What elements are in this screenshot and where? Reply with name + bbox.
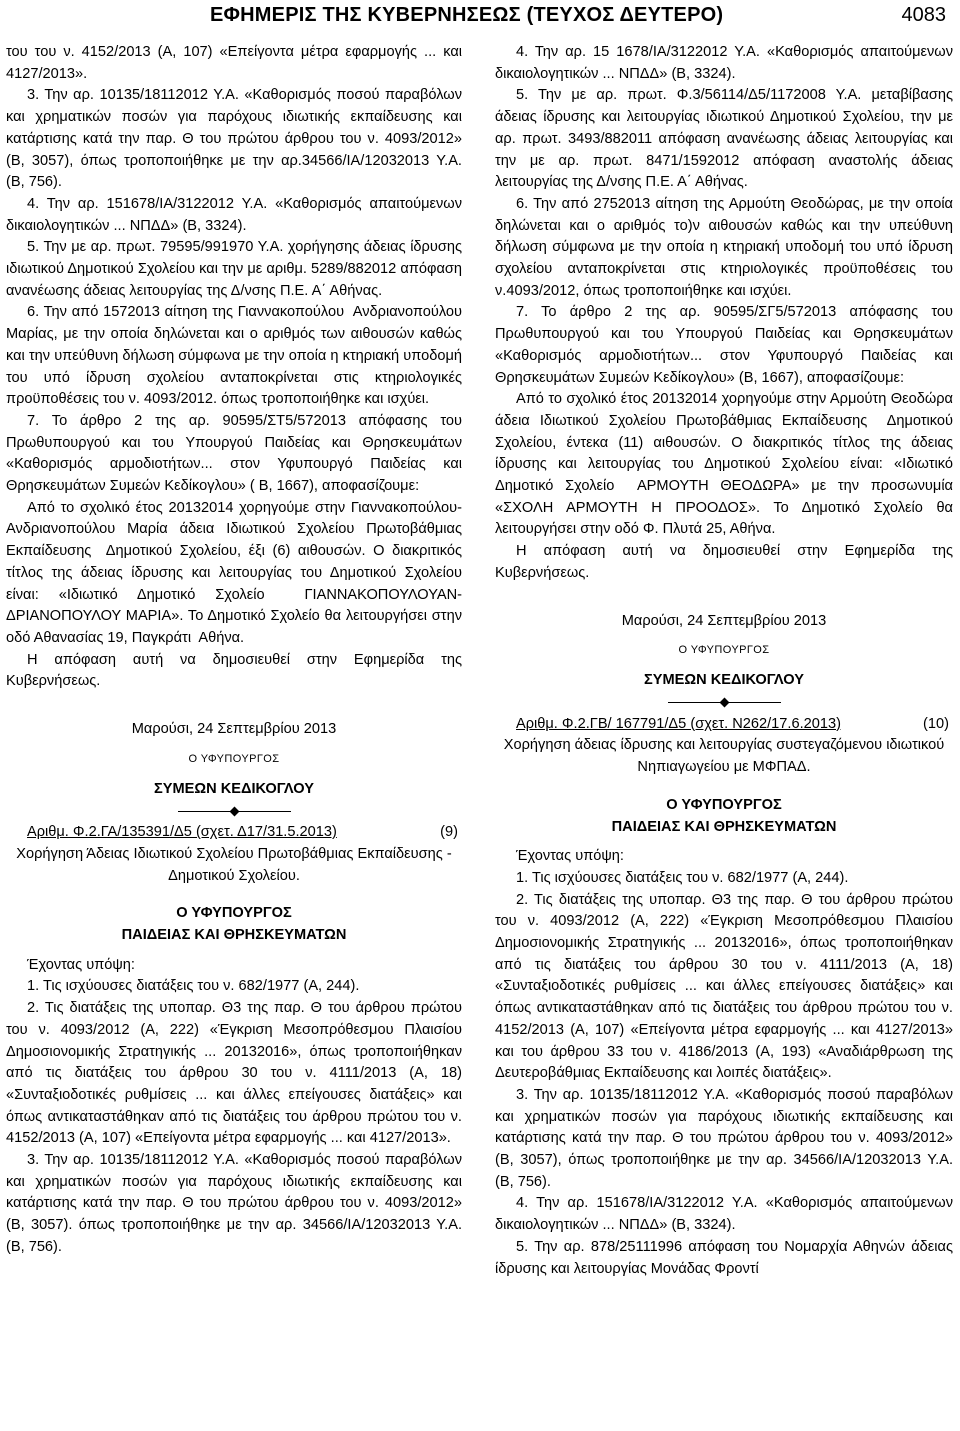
paragraph: 3. Την αρ. 10135/18112012 Υ.Α. «Καθορισμός ποσού παραβόλων και χρηματικών ποσών για παρόχους ιδιωτικής εκπαίδευσης και κατάρτισης κατά την παρ. Θ του πρώτου άρθρου του ν. 4093/2012» (Β, 3057). όπως τροποποιήθηκε με την αρ. 34566/ΙΑ/12032013 Υ.Α. (Β, 756).: [6, 1152, 462, 1255]
signer-name: ΣΥΜΕΩΝ ΚΕΔΙΚΟΓΛΟΥ: [154, 780, 314, 797]
section-separator: [495, 694, 953, 712]
considering-heading: Έχοντας υπόψη:: [27, 956, 135, 973]
minister-title: Ο ΥΦΥΠΟΥΡΓΟΣ: [176, 905, 292, 922]
decision-number: (10): [923, 715, 949, 732]
decision-number: (9): [440, 824, 458, 841]
paragraph: 7. Το άρθρο 2 της αρ. 90595/ΣΓ5/572013 απόφασης του Πρωθυπουργού και του Υπουργού Παιδείας και Θρησκευμάτων «Καθορισμός αρμοδιοτήτων... στον Υφυπουργό Παιδείας και Θρησκευμάτων Συμεών Κεδίκογλου» (Β, 1667), αποφασίζουμε:: [495, 304, 953, 386]
gazette-title: ΕΦΗΜΕΡΙΣ ΤΗΣ ΚΥΒΕΡΝΗΣΕΩΣ (ΤΕΥΧΟΣ ΔΕΥΤΕΡΟ): [210, 4, 724, 26]
paragraph: 2. Τις διατάξεις της υποπαρ. Θ3 της παρ. Θ του άρθρου πρώτου του ν. 4093/2012 (Α, 222) «Έγκριση Μεσοπρόθεσμου Πλαισίου Δημοσιονομικής Στρατηγικής ... 20132016», όπως τροποποιήθηκαν από τις διατάξεις του άρθρου 30 του ν. 4111/2013 (Α, 18) «Συνταξιοδοτικές ρυθμίσεις ... και άλλες επείγουσες διατάξεις» και όπως αντικαταστάθηκαν από τις διατάξεις του άρθρου πρώτου του ν. 4152/2013 (Α, 107) «Επείγοντα μέτρα εφαρμογής ... και 4127/2013» και του άρθρου 33 του ν. 4186/2013 (Α, 193) «Αναδιάρθρωση της Δευτεροβάθμιας Εκπαίδευσης και λοιπές διατάξεις».: [495, 891, 953, 1082]
place-date: Μαρούσι, 24 Σεπτεμβρίου 2013: [131, 721, 337, 738]
section-separator: [6, 802, 462, 820]
paragraph: 6. Την από 1572013 αίτηση της Γιαννακοπούλου Ανδριανοπούλου Μαρίας, με την οποία δηλώνεται και ο αριθμός των αιθουσών καθώς και την υπεύθυνη δήλωση σύμφωνα με την οποία η κτηριακή υποδομή του υπό ίδρυση σχολείου ανταποκρίνεται στις κτηριολογικές προϋποθέσεις του ν. 4093/2012. όπως τροποποιήθηκε και ισχύει.: [6, 304, 462, 408]
page-number: 4083: [901, 4, 946, 26]
ministry-name: ΠΑΙΔΕΙΑΣ ΚΑΙ ΘΡΗΣΚΕΥΜΑΤΩΝ: [611, 818, 837, 835]
decision-heading: [495, 714, 953, 736]
right-column: [495, 42, 953, 1280]
decision-heading: [6, 822, 462, 844]
place-date: Μαρούσι, 24 Σεπτεμβρίου 2013: [621, 612, 827, 629]
paragraph: 7. Το άρθρο 2 της αρ. 90595/ΣΤ5/572013 απόφασης του Πρωθυπουργού και του Υπουργού Παιδείας και Θρησκευμάτων «Καθορισμός αρμοδιοτήτων... στον Υφυπουργό Παιδείας και Θρησκευμάτων Συμεών Κεδίκογλου» ( Β, 1667), αποφασίζουμε:: [6, 412, 462, 495]
paragraph: 3. Την αρ. 10135/18112012 Υ.Α. «Καθορισμός ποσού παραβόλων και χρηματικών ποσών για παρόχους ιδιωτικής εκπαίδευσης και κατάρτισης κατά την παρ. Θ του πρώτου άρθρου του ν. 4093/2012» (Β, 3057), όπως τροποποιήθηκε με την αρ.34566/ΙΑ/12032013 Υ.Α. (Β, 756).: [6, 87, 462, 191]
paragraph: 5. Την με αρ. πρωτ. 79595/991970 Υ.Α. χορήγησης άδειας ίδρυσης ιδιωτικού Δημοτικού Σχολείου και την με αριθμ. 5289/882012 απόφαση ανανέωσης άδειας λειτουργίας της Δ/νσης Π.Ε. Α΄ Αθήνας.: [6, 239, 462, 299]
paragraph: 4. Την αρ. 151678/ΙΑ/3122012 Υ.Α. «Καθορισμός απαιτούμενων δικαιολογητικών ... ΝΠΔΔ» (Β, 3324).: [6, 195, 462, 234]
ministry-name: ΠΑΙΔΕΙΑΣ ΚΑΙ ΘΡΗΣΚΕΥΜΑΤΩΝ: [121, 927, 347, 944]
signer-role: Ο ΥΦΥΠΟΥΡΓΟΣ: [188, 752, 280, 765]
paragraph: 4. Την αρ. 151678/ΙΑ/3122012 Υ.Α. «Καθορισμός απαιτούμενων δικαιολογητικών ... ΝΠΔΔ» (Β, 3324).: [495, 1195, 953, 1234]
decision-title: Χορήγηση άδειας ίδρυσης και λειτουργίας συστεγαζόμενου ιδιωτικού Νηπιαγωγείου με ΜΦΠΑΔ.: [503, 737, 945, 776]
paragraph: Από το σχολικό έτος 20132014 χορηγούμε στην ΓιαννακοπούλουΑνδριανοπούλου Μαρία άδεια Ιδιωτικού Σχολείου Πρωτοβάθμιας Εκπαίδευσης Δημοτικού Σχολείου, έξι (6) αιθουσών. Ο διακριτικός τίτλος της άδειας ίδρυσης και λειτουργίας του Δημοτικού Σχολείου είναι: «Ιδιωτικό Δημοτικό Σχολείο ΓΙΑΝΝΑΚΟΠΟΥΛΟΥΑΝΔΡΙΑΝΟΠΟΥΛΟΥ ΜΑΡΙΑ». Το Δημοτικό Σχολείο θα λειτουργήσει στην οδό Αθανασίας 19, Παγκράτι Αθήνα.: [6, 499, 462, 646]
paragraph: 4. Την αρ. 15 1678/ΙΑ/3122012 Υ.Α. «Καθορισμός απαιτούμενων δικαιολογητικών ... ΝΠΔΔ» (Β, 3324).: [495, 44, 953, 82]
paragraph: 1. Τις ισχύουσες διατάξεις του ν. 682/1977 (Α, 244).: [516, 869, 849, 886]
paragraph: 5. Την με αρ. πρωτ. Φ.3/56114/Δ5/1172008 Υ.Α. μεταβίβασης άδειας ίδρυσης και λειτουργίας ιδιωτικού Δημοτικού Σχολείου, την με αρ. πρωτ. 3493/882011 απόφαση ανανέωσης άδειας λειτουργίας και την με αρ. πρωτ. 8471/1592012 απόφαση αναστολής άδειας λειτουργίας της Δ/νσης Π.Ε. Α΄ Αθήνας.: [495, 87, 953, 191]
decision-title: Χορήγηση Άδειας Ιδιωτικού Σχολείου Πρωτοβάθμιας Εκπαίδευσης Δημοτικού Σχολείου.: [16, 845, 452, 884]
paragraph: 3. Την αρ. 10135/18112012 Υ.Α. «Καθορισμός ποσού παραβόλων και χρηματικών ποσών για παρόχους ιδιωτικής εκπαίδευσης και κατάρτισης κατά την παρ. Θ του πρώτου άρθρου του ν. 4093/2012» (Β, 3057), όπως τροποποιήθηκε με την αρ. 34566/ΙΑ/12032013 Υ.Α. (Β, 756).: [495, 1086, 953, 1190]
paragraph: του του ν. 4152/2013 (Α, 107) «Επείγοντα μέτρα εφαρμογής ... και 4127/2013».: [6, 44, 462, 82]
paragraph: Από το σχολικό έτος 20132014 χορηγούμε στην Αρμούτη Θεοδώρα άδεια Ιδιωτικού Σχολείου Πρωτοβάθμιας Εκπαίδευσης Δημοτικού Σχολείου, έντεκα (11) αιθουσών. Ο διακριτικός τίτλος της άδειας ίδρυσης και λειτουργίας του Δημοτικού Σχολείου είναι: «Ιδιωτικό Δημοτικό Σχολείο ΑΡΜΟΥΤΗ ΘΕΟΔΩΡΑ» με την προσωνυμία «ΣΧΟΛΗ ΑΡΜΟΥΤΗ Η ΠΡΟΟΔΟΣ». Το Δημοτικό Σχολείο θα λειτουργήσει στην οδό Φ. Πλυτά 25, Αθήνα.: [495, 391, 953, 538]
paragraph: 5. Την αρ. 878/25111996 απόφαση του Νομαρχία Αθηνών άδειας ίδρυσης και λειτουργίας Μονάδας Φροντί: [495, 1238, 953, 1277]
minister-title: Ο ΥΦΥΠΟΥΡΓΟΣ: [666, 796, 782, 813]
paragraph: Η απόφαση αυτή να δημοσιευθεί στην Εφημερίδα της Κυβερνήσεως.: [6, 651, 462, 690]
paragraph: 6. Την από 2752013 αίτηση της Αρμούτη Θεοδώρας, με την οποία δηλώνεται και ο αριθμός το)ν αιθουσών καθώς και την υπεύθυνη δήλωση σύμφωνα με την οποία η κτηριακή υποδομή του υπό ίδρυση σχολείου ανταποκρίνεται στις κτηριολογικές προϋποθέσεις του ν.4093/2012, όπως τροποποιήθηκε και ισχύει.: [495, 195, 953, 299]
paragraph: Η απόφαση αυτή να δημοσιευθεί στην Εφημερίδα της Κυβερνήσεως.: [495, 543, 953, 581]
signer-name: ΣΥΜΕΩΝ ΚΕΔΙΚΟΓΛΟΥ: [644, 671, 804, 688]
page-header: [0, 4, 960, 36]
paragraph: 2. Τις διατάξεις της υποπαρ. Θ3 της παρ. Θ του άρθρου πρώτου του ν. 4093/2012 (Α, 222) «Έγκριση Μεσοπρόθεσμου Πλαισίου Δημοσιονομικής Στρατηγικής ... 20132016», όπως τροποποιήθηκαν από τις διατάξεις του άρθρου 30 του ν. 4111/2013 (Α, 18) «Συνταξιοδοτικές ρυθμίσεις ... και άλλες επείγουσες διατάξεις» και όπως αντικαταστάθηκαν από τις διατάξεις του άρθρου πρώτου του ν. 4152/2013 (Α, 107) «Επείγοντα μέτρα εφαρμογής ... και 4127/2013».: [6, 1000, 462, 1147]
decision-reference: Αριθμ. Φ.2.ΓΑ/135391/Δ5 (σχετ. Δ17/31.5.2013): [27, 824, 337, 841]
decision-reference: Αριθμ. Φ.2.ΓΒ/ 167791/Δ5 (σχετ. Ν262/17.6.2013): [516, 715, 841, 732]
signer-role: Ο ΥΦΥΠΟΥΡΓΟΣ: [678, 644, 770, 657]
paragraph: 1. Τις ισχύουσες διατάξεις του ν. 682/1977 (Α, 244).: [27, 978, 360, 995]
considering-heading: Έχοντας υπόψη:: [516, 848, 624, 865]
left-column: [6, 42, 462, 1259]
